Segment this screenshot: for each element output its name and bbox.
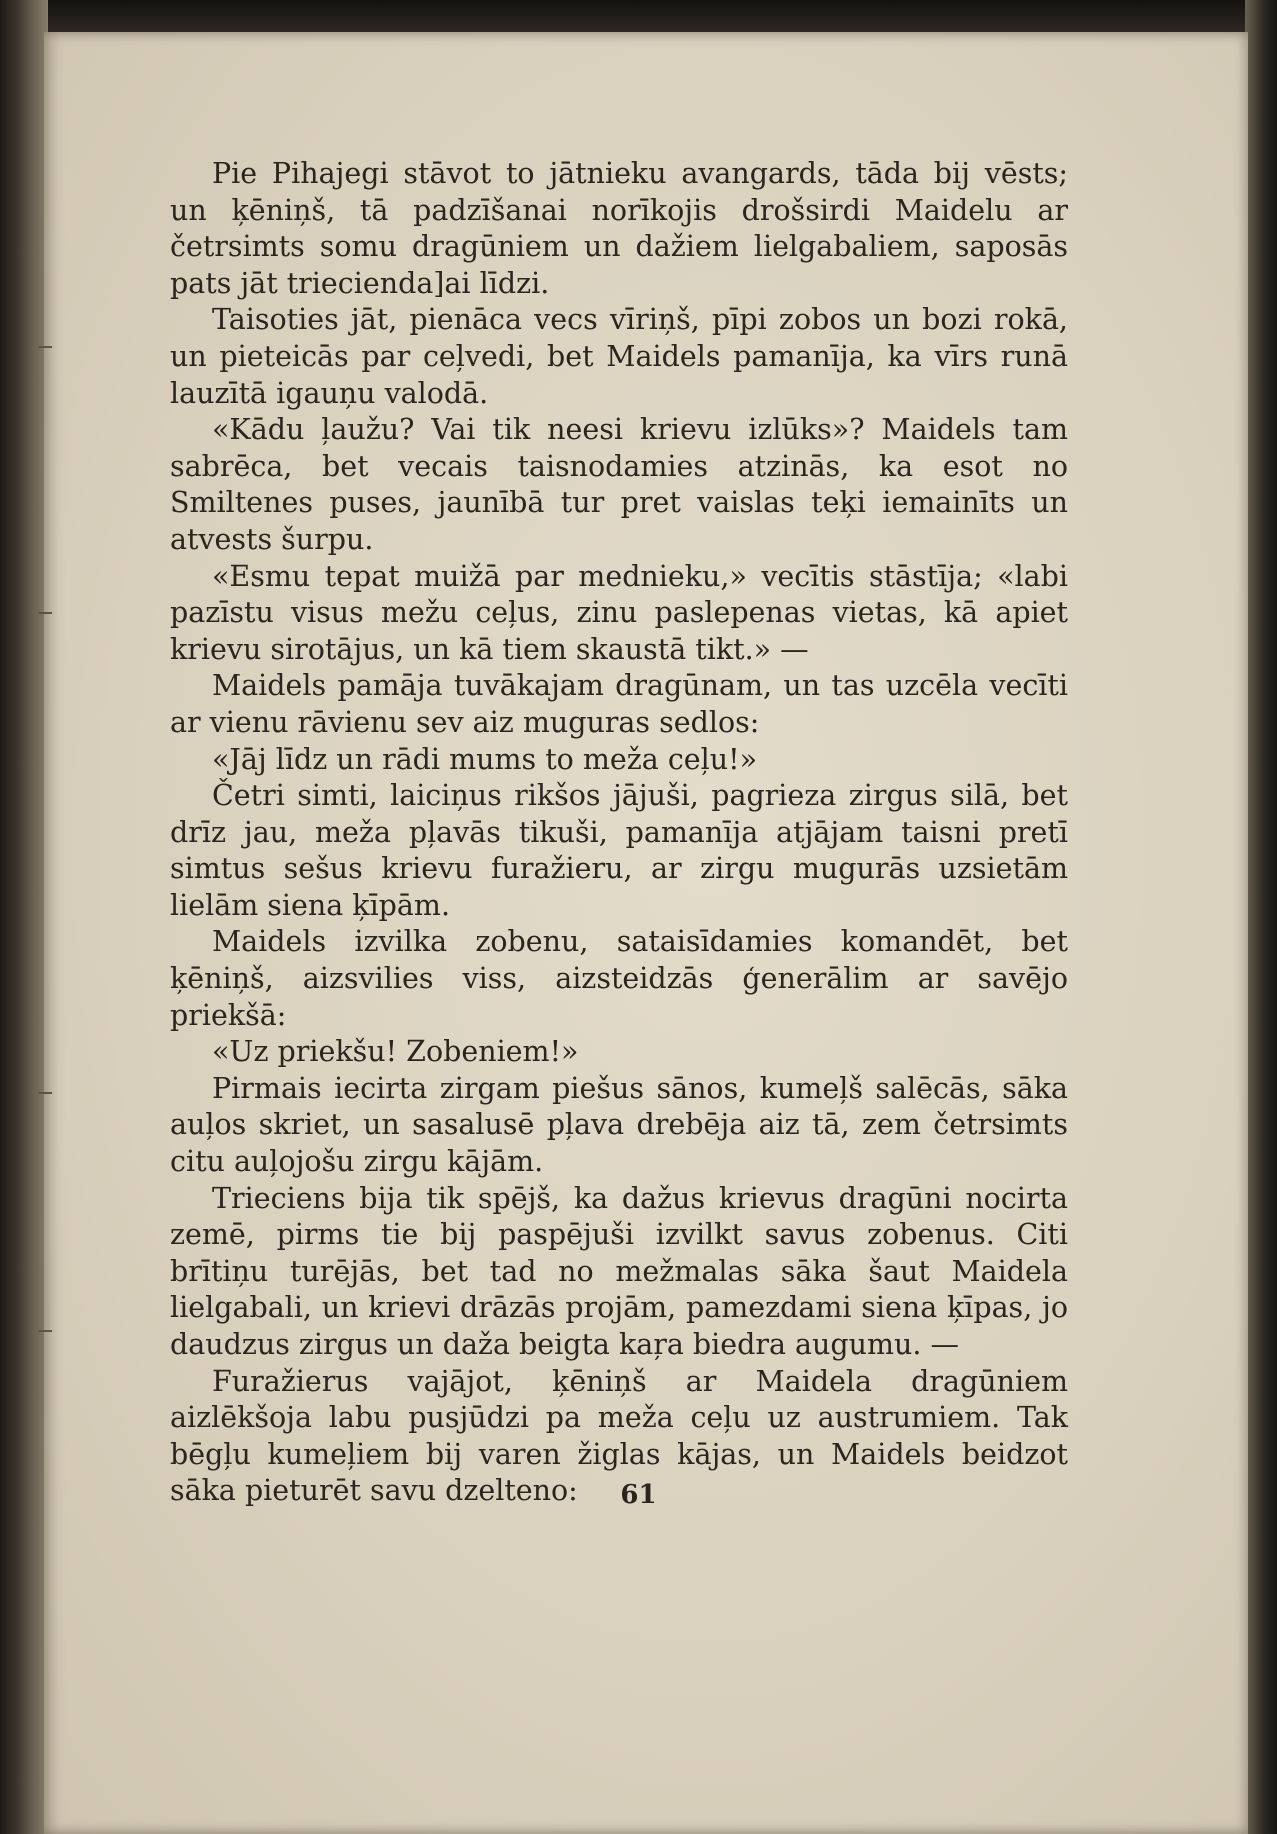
- paragraph: «Uz priekšu! Zobeniem!»: [212, 1035, 579, 1069]
- paragraph: «Kādu ļaužu? Vai tik neesi krievu izlūks»? Maidels tam sabrēca, bet vecais taisnodamies atzinās, ka esot no Smiltenes puses, jaunībā tur pret vaislas teķi iemainīts un atvests šurpu.: [170, 413, 1068, 556]
- gutter-mark: [38, 346, 52, 348]
- paragraph: Maidels pamāja tuvākajam dragūnam, un tas uzcēla vecīti ar vienu rāvienu sev aiz muguras sedlos:: [170, 669, 1068, 739]
- gutter-mark: [38, 612, 52, 614]
- paragraph: «Jāj līdz un rādi mums to meža ceļu!»: [212, 742, 758, 776]
- gutter-mark: [38, 1330, 52, 1332]
- paragraph: Maidels izvilka zobenu, sataisīdamies komandēt, bet ķēniņš, aizsvilies viss, aizsteidzās ģenerālim ar savējo priekšā:: [170, 925, 1068, 1032]
- book-binding: [0, 0, 48, 1834]
- body-text: [170, 156, 1068, 1510]
- book-top-edge: [0, 0, 1277, 34]
- paragraph: Taisoties jāt, pienāca vecs vīriņš, pīpi zobos un bozi rokā, un pieteicās par ceļvedi, bet Maidels pamanīja, ka vīrs runā lauzītā igauņu valodā.: [170, 303, 1068, 410]
- gutter-mark: [38, 1092, 52, 1094]
- page-number: 61: [620, 1480, 657, 1510]
- paragraph: Pirmais iecirta zirgam piešus sānos, kumeļš salēcās, sāka auļos skriet, un sasalusē pļava drebēja aiz tā, zem četrsimts citu auļojošu zirgu kājām.: [170, 1071, 1068, 1179]
- paragraph: Furažierus vajājot, ķēniņš ar Maidela dragūniem aizlēkšoja labu pusjūdzi pa meža ceļu uz austrumiem. Tak bēgļu kumeļiem bij varen žiglas kājas, un Maidels beidzot sāka pieturēt savu dzelteno:: [170, 1364, 1068, 1508]
- paragraph: Četri simti, laiciņus rikšos jājuši, pagrieza zirgus silā, bet drīz jau, meža pļavās tikuši, pamanīja atjājam taisni pretī simtus sešus krievu furažieru, ar zirgu mugurās uzsietām lielām siena ķīpām.: [170, 779, 1068, 922]
- paragraph: Pie Pihajegi stāvot to jātnieku avangards, tāda bij vēsts; un ķēniņš, tā padzīšanai norīkojis drošsirdi Maidelu ar četrsimts somu dragūniem un dažiem lielgabaliem, saposās pats jāt triecienda]ai līdzi.: [170, 157, 1068, 300]
- paragraph: «Esmu tepat muižā par mednieku,» vecītis stāstīja; «labi pazīstu visus mežu ceļus, zinu paslepenas vietas, kā apiet krievu sirotājus, un kā tiem skaustā tikt.» —: [170, 559, 1068, 666]
- book-right-edge: [1245, 0, 1277, 1834]
- paragraph: Trieciens bija tik spējš, ka dažus krievus dragūni nocirta zemē, pirms tie bij paspējuši izvilkt savus zobenus. Citi brītiņu turējās, bet tad no mežmalas sāka šaut Maidela lielgabali, un krievi drāzās projām, pamezdami siena ķīpas, jo daudzus zirgus un daža beigta kaŗa biedra augumu. —: [170, 1181, 1068, 1361]
